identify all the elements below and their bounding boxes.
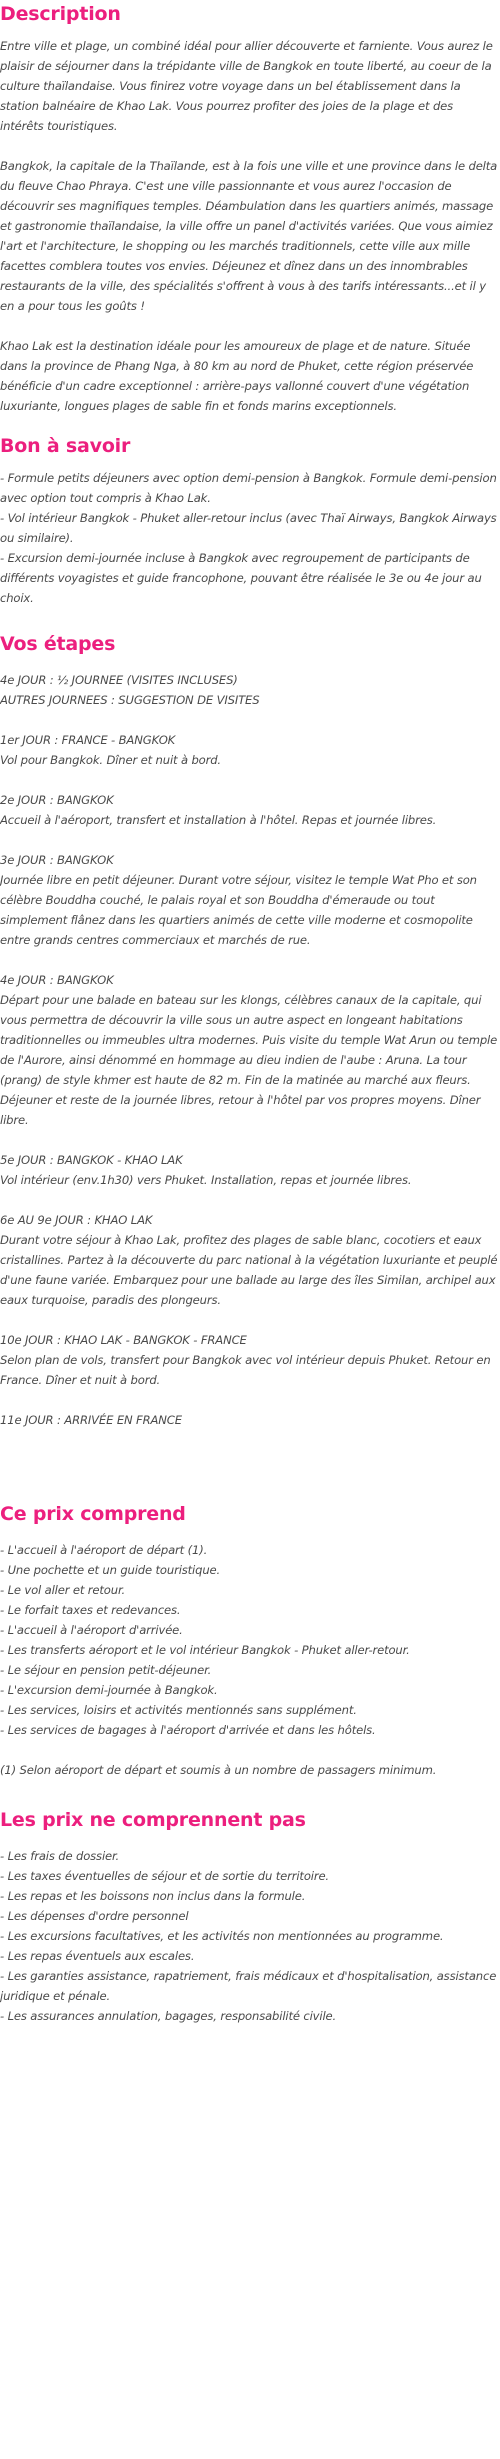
prix-ne-comprend-item: - Les dépenses d'ordre personnel (0, 1909, 189, 1923)
prix-ne-comprend-section (0, 1806, 500, 2026)
bon-a-savoir-item: - Formule petits déjeuners avec option demi-pension à Bangkok. Formule demi-pension avec option tout compris à Khao Lak. (0, 471, 497, 505)
description-section (0, 0, 500, 416)
prix-comprend-item: - Le forfait taxes et redevances. (0, 1603, 181, 1617)
day-text: Journée libre en petit déjeuner. Durant votre séjour, visitez le temple Wat Pho et son célèbre Bouddha couché, le palais royal et son Bouddha d'émeraude ou tout simplement flânez dans les quartiers animés de cette ville moderne et cosmopolite entre grands centres commerciaux et marchés de rue. (0, 873, 477, 947)
day-text: Accueil à l'aéroport, transfert et installation à l'hôtel. Repas et journée libres. (0, 813, 437, 827)
day-heading: 2e JOUR : BANGKOK (0, 793, 114, 807)
day-item (0, 790, 500, 830)
day-text: Vol intérieur (env.1h30) vers Phuket. Installation, repas et journée libres. (0, 1173, 412, 1187)
day-text: Départ pour une balade en bateau sur les klongs, célèbres canaux de la capitale, qui vous permettra de découvrir la ville sous un autre aspect en longeant habitations traditionnelles ou immeubles ultra modernes. Puis visite du temple Wat Arun ou temple de l'Aurore, ainsi dénommé en hommage au dieu indien de l'aube : Aruna. La tour (prang) de style khmer est haute de 82 m. Fin de la matinée au marché aux fleurs. Déjeuner et reste de la journée libres, retour à l'hôtel par vos propres moyens. Dîner libre. (0, 993, 498, 1127)
prix-ne-comprend-item: - Les repas et les boissons non inclus dans la formule. (0, 1889, 306, 1903)
prix-comprend-item: - Le vol aller et retour. (0, 1583, 126, 1597)
prix-ne-comprend-item: - Les garanties assistance, rapatriement, frais médicaux et d'hospitalisation, assistance juridique et pénale. (0, 1969, 497, 2003)
bon-a-savoir-item: - Excursion demi-journée incluse à Bangkok avec regroupement de participants de différents voyagistes et guide francophone, pouvant être réalisée le 3e ou 4e jour au choix. (0, 551, 482, 605)
bon-a-savoir-section (0, 432, 500, 608)
prix-comprend-item: - L'accueil à l'aéroport de départ (1). (0, 1543, 208, 1557)
day-heading: 6e AU 9e JOUR : KHAO LAK (0, 1213, 153, 1227)
prix-comprend-note: (1) Selon aéroport de départ et soumis à un nombre de passagers minimum. (0, 1763, 437, 1777)
description-paragraph: Khao Lak est la destination idéale pour les amoureux de plage et de nature. Située dans la province de Phang Nga, à 80 km au nord de Phuket, cette région préservée bénéficie d'un cadre exceptionnel : arrière-pays vallonné couvert d'une végétation luxuriante, longues plages de sable fin et fonds marins exceptionnels. (0, 339, 474, 413)
etapes-section (0, 630, 500, 1430)
bon-a-savoir-title: Bon à savoir (0, 435, 131, 457)
day-heading: 11e JOUR : ARRIVÉE EN FRANCE (0, 1413, 182, 1427)
description-paragraph: Bangkok, la capitale de la Thaïlande, est à la fois une ville et une province dans le delta du fleuve Chao Phraya. C'est une ville passionnante et vous aurez l'occasion de découvrir ses magnifiques temples. Déambulation dans les quartiers animés, massage et gastronomie thaïlandaise, la ville offre un panel d'activités variées. Que vous aimiez l'art et l'architecture, le shopping ou les marchés traditionnels, cette ville aux mille facettes comblera toutes vos envies. Déjeunez et dînez dans un des innombrables restaurants de la ville, des spécialités s'offrent à vous à des tarifs intéressants...et il y en a pour tous les goûts ! (0, 159, 498, 313)
prix-comprend-item: - L'excursion demi-journée à Bangkok. (0, 1683, 218, 1697)
prix-ne-comprend-item: - Les repas éventuels aux escales. (0, 1949, 195, 1963)
prix-ne-comprend-item: - Les taxes éventuelles de séjour et de sortie du territoire. (0, 1869, 329, 1883)
etapes-intro-line: 4e JOUR : ½ JOURNEE (VISITES INCLUSES) (0, 673, 238, 687)
prix-comprend-item: - Les services de bagages à l'aéroport d'arrivée et dans les hôtels. (0, 1723, 376, 1737)
day-heading: 3e JOUR : BANGKOK (0, 853, 114, 867)
etapes-title: Vos étapes (0, 633, 116, 655)
prix-comprend-item: - Le séjour en pension petit-déjeuner. (0, 1663, 212, 1677)
day-text: Durant votre séjour à Khao Lak, profitez des plages de sable blanc, cocotiers et eaux cristallines. Partez à la découverte du parc national à la végétation luxuriante et peuplé d'une faune variée. Embarquez pour une ballade au large des îles Similan, archipel aux eaux turquoise, paradis des plongeurs. (0, 1233, 498, 1307)
prix-comprend-item: - Les transferts aéroport et le vol intérieur Bangkok - Phuket aller-retour. (0, 1643, 410, 1657)
prix-ne-comprend-item: - Les assurances annulation, bagages, responsabilité civile. (0, 2009, 337, 2023)
day-item (0, 970, 500, 1130)
prix-comprend-item: - L'accueil à l'aéroport d'arrivée. (0, 1623, 183, 1637)
day-heading: 5e JOUR : BANGKOK - KHAO LAK (0, 1153, 183, 1167)
prix-comprend-section (0, 1500, 500, 1780)
bon-a-savoir-item: - Vol intérieur Bangkok - Phuket aller-retour inclus (avec Thaï Airways, Bangkok Airways ou similaire). (0, 511, 497, 545)
day-text: Vol pour Bangkok. Dîner et nuit à bord. (0, 753, 221, 767)
day-item (0, 1210, 500, 1310)
day-item (0, 1330, 500, 1390)
prix-ne-comprend-title: Les prix ne comprennent pas (0, 1809, 306, 1831)
day-item (0, 1410, 500, 1430)
day-item (0, 850, 500, 950)
prix-ne-comprend-item: - Les excursions facultatives, et les activités non mentionnées au programme. (0, 1929, 444, 1943)
etapes-intro-line: AUTRES JOURNEES : SUGGESTION DE VISITES (0, 693, 260, 707)
description-paragraph: Entre ville et plage, un combiné idéal pour allier découverte et farniente. Vous aurez le plaisir de séjourner dans la trépidante ville de Bangkok en toute liberté, au coeur de la culture thaïlandaise. Vous finirez votre voyage dans un bel établissement dans la station balnéaire de Khao Lak. Vous pourrez profiter des joies de la plage et des intérêts touristiques. (0, 39, 493, 133)
day-heading: 1er JOUR : FRANCE - BANGKOK (0, 733, 176, 747)
prix-comprend-item: - Une pochette et un guide touristique. (0, 1563, 221, 1577)
day-heading: 10e JOUR : KHAO LAK - BANGKOK - FRANCE (0, 1333, 247, 1347)
day-heading: 4e JOUR : BANGKOK (0, 973, 114, 987)
prix-comprend-title: Ce prix comprend (0, 1503, 186, 1525)
prix-comprend-item: - Les services, loisirs et activités mentionnés sans supplément. (0, 1703, 357, 1717)
day-item (0, 1150, 500, 1190)
day-text: Selon plan de vols, transfert pour Bangkok avec vol intérieur depuis Phuket. Retour en France. Dîner et nuit à bord. (0, 1353, 491, 1387)
prix-ne-comprend-item: - Les frais de dossier. (0, 1849, 120, 1863)
day-item (0, 730, 500, 770)
description-title: Description (0, 3, 121, 25)
